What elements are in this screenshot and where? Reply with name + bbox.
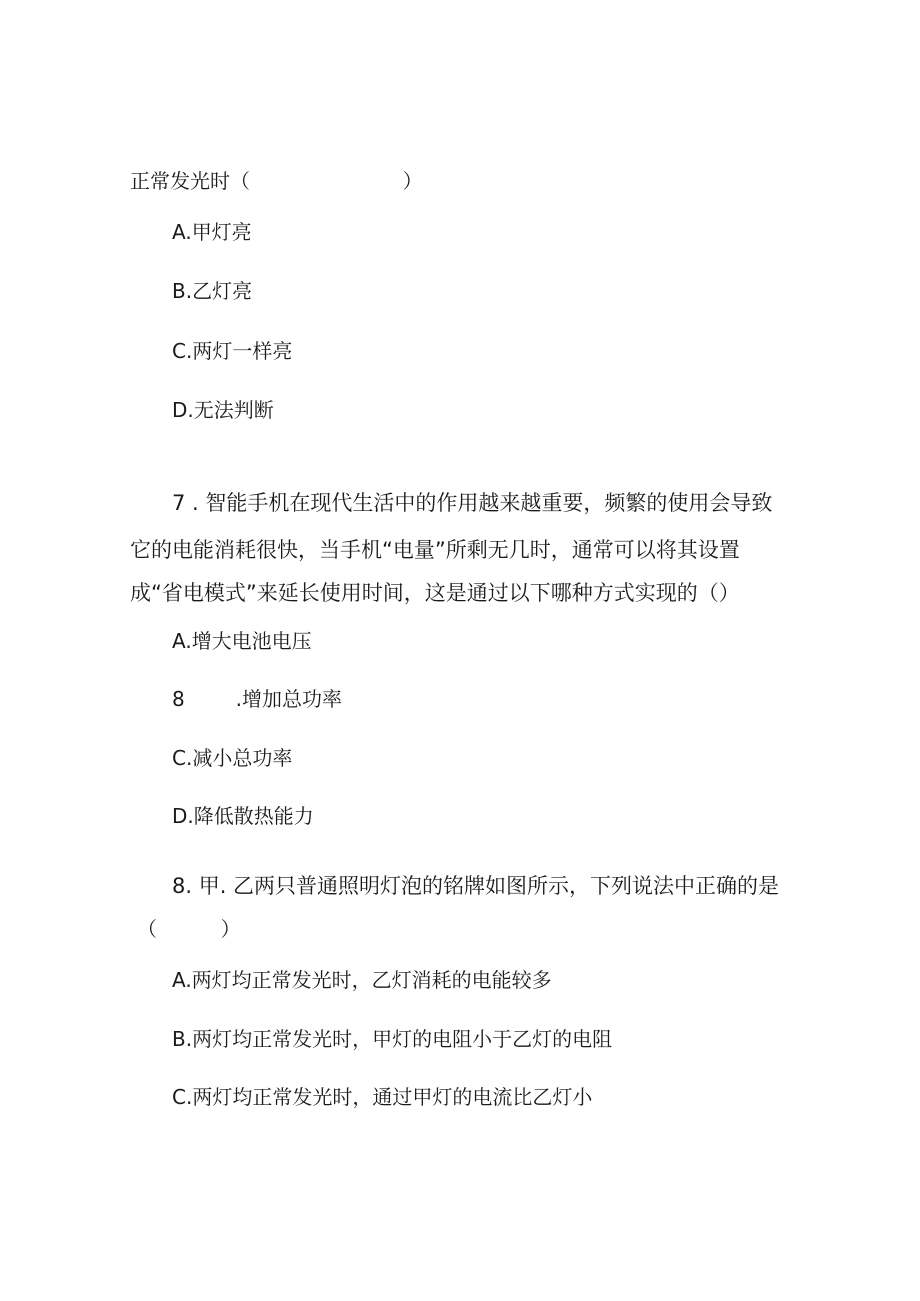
q7-option-a: A.增大电池电压 — [172, 629, 312, 653]
q8-option-c: C.两灯均正常发光时，通过甲灯的电流比乙灯小 — [172, 1085, 593, 1109]
q7-option-c: C.减小总功率 — [172, 746, 293, 770]
q6-option-c: C.两灯一样亮 — [172, 339, 293, 363]
q6-option-d: D.无法判断 — [172, 398, 274, 422]
q8-option-a: A.两灯均正常发光时，乙灯消耗的电能较多 — [172, 968, 552, 992]
q6-option-b: B.乙灯亮 — [172, 279, 253, 303]
question-8-line-1: 8. 甲. 乙两只普通照明灯泡的铭牌如图所示，下列说法中正确的是 — [172, 874, 780, 898]
question-7-line-3: 成“省电模式”来延长使用时间，这是通过以下哪种方式实现的（） — [130, 581, 740, 605]
q8-option-b: B.两灯均正常发光时，甲灯的电阻小于乙灯的电阻 — [172, 1027, 613, 1051]
question-6-tail: 正常发光时（ ） — [130, 169, 423, 193]
question-7-line-2: 它的电能消耗很快，当手机“电量”所剩无几时，通常可以将其设置 — [130, 538, 740, 562]
q6-option-a: A.甲灯亮 — [172, 220, 252, 244]
q7-option-d: D.降低散热能力 — [172, 804, 314, 828]
q7-option-b: 8 .增加总功率 — [172, 687, 342, 711]
question-7-line-1: 7 . 智能手机在现代生活中的作用越来越重要，频繁的使用会导致 — [172, 491, 773, 515]
question-8-line-2: （ ） — [137, 917, 241, 941]
